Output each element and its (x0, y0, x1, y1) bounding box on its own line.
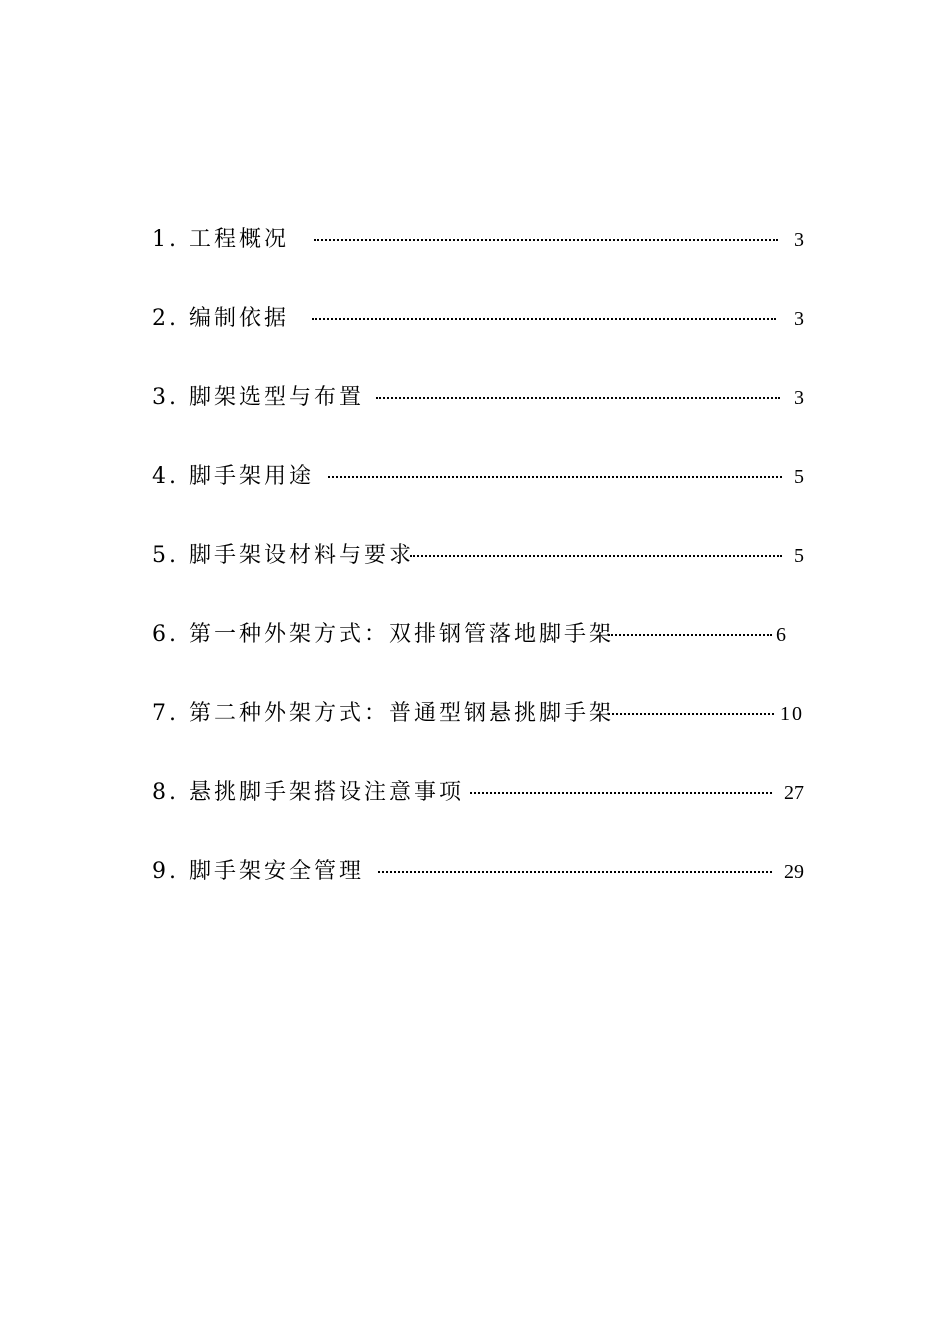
dot-leader (608, 634, 772, 636)
dot-leader (312, 318, 776, 320)
toc-entry-title: 6. 第一种外架方式：双排钢管落地脚手架 (152, 622, 614, 647)
toc-entry-page: 6 (776, 624, 786, 646)
dot-leader (328, 476, 782, 478)
toc-entry-title: 9. 脚手架安全管理 (152, 859, 364, 884)
toc-entry-page: 5 (794, 545, 804, 567)
toc-entry[interactable] (152, 773, 804, 852)
toc-entry-title: 8. 悬挑脚手架搭设注意事项 (152, 780, 464, 805)
toc-entry[interactable] (152, 457, 804, 536)
toc-entry[interactable] (152, 220, 804, 299)
dot-leader (410, 555, 782, 557)
toc-entry-title: 2. 编制依据 (152, 306, 289, 331)
toc-entry[interactable] (152, 694, 804, 773)
toc-entry-page: 10 (780, 703, 804, 725)
toc-entry-title: 5. 脚手架设材料与要求 (152, 543, 414, 568)
dot-leader (376, 397, 780, 399)
toc-entry-page: 29 (784, 861, 804, 883)
dot-leader (608, 713, 774, 715)
table-of-contents (152, 220, 804, 931)
toc-entry[interactable] (152, 536, 804, 615)
toc-entry-page: 3 (794, 387, 804, 409)
toc-entry[interactable] (152, 615, 804, 694)
dot-leader (314, 239, 778, 241)
toc-entry-title: 4. 脚手架用途 (152, 464, 314, 489)
toc-entry[interactable] (152, 299, 804, 378)
toc-entry-page: 3 (794, 308, 804, 330)
toc-entry-page: 27 (784, 782, 804, 804)
dot-leader (470, 792, 772, 794)
toc-entry[interactable] (152, 378, 804, 457)
toc-entry-title: 1. 工程概况 (152, 227, 289, 252)
dot-leader (378, 871, 772, 873)
toc-entry[interactable] (152, 852, 804, 931)
toc-entry-page: 3 (794, 229, 804, 251)
toc-entry-page: 5 (794, 466, 804, 488)
toc-entry-title: 7. 第二种外架方式：普通型钢悬挑脚手架 (152, 701, 614, 726)
toc-entry-title: 3. 脚架选型与布置 (152, 385, 364, 410)
